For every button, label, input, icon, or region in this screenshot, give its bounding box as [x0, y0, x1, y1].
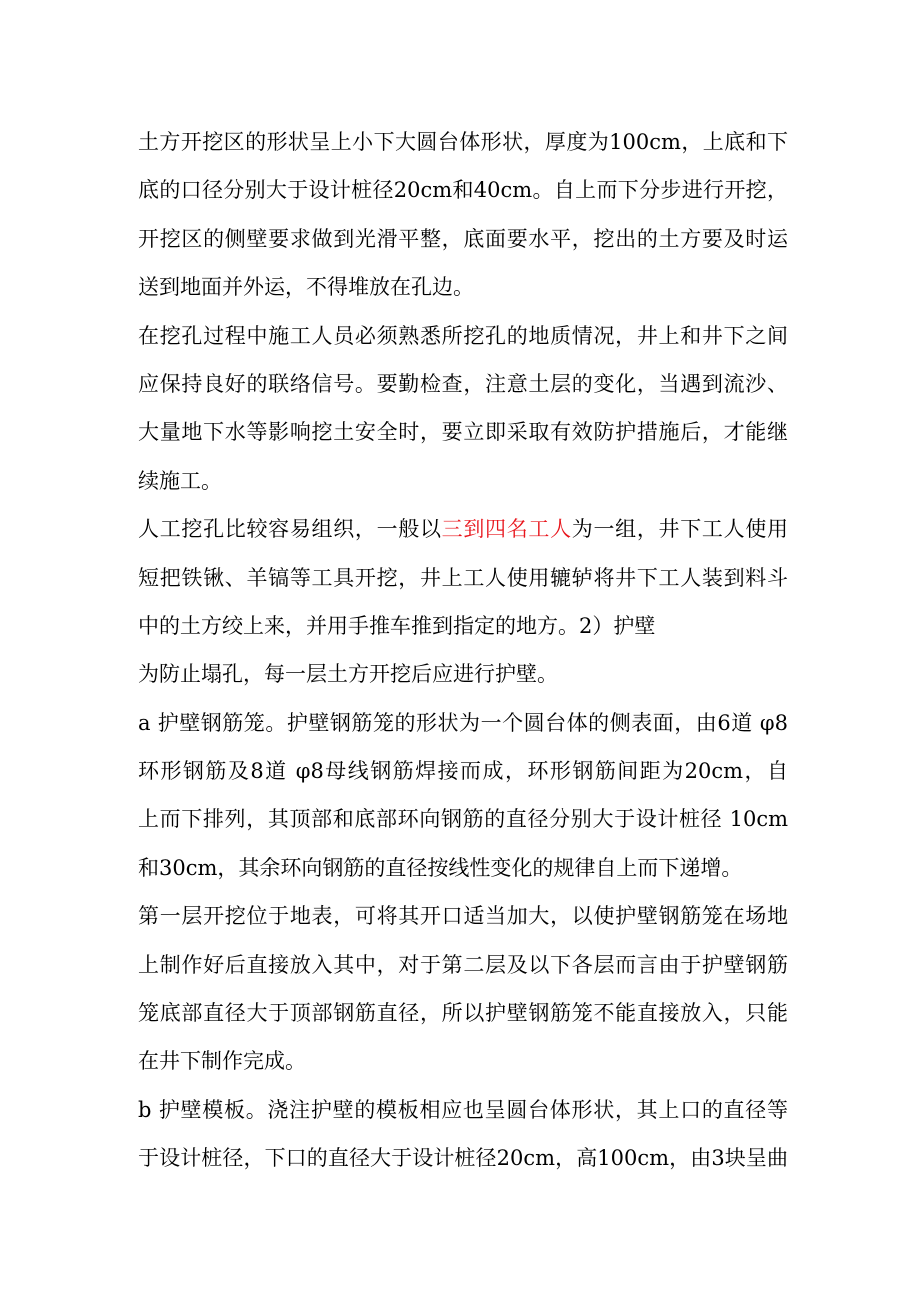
text-line: 上而下排列，其顶部和底部环向钢筋的直径分别大于设计桩径 10cm [138, 807, 788, 832]
highlighted-text: 三到四名工人 [441, 517, 572, 542]
text-line: b 护壁模板。浇注护壁的模板相应也呈圆台体形状，其上口的直径等 [138, 1097, 788, 1122]
text-line: 和30cm，其余环向钢筋的直径按线性变化的规律自上而下递增。 [138, 855, 743, 880]
document-body [138, 118, 788, 1183]
text-line: 续施工。 [138, 468, 222, 493]
text-line: 笼底部直径大于顶部钢筋直径，所以护壁钢筋笼不能直接放入，只能 [138, 1001, 788, 1026]
text-line: 第一层开挖位于地表，可将其开口适当加大，以使护壁钢筋笼在场地 [138, 904, 788, 929]
text-line: a 护壁钢筋笼。护壁钢筋笼的形状为一个圆台体的侧表面，由6道 φ8 [138, 710, 788, 735]
text-line: 土方开挖区的形状呈上小下大圆台体形状，厚度为100cm，上底和下 [138, 130, 788, 154]
text-line: 短把铁锹、羊镐等工具开挖，井上工人使用辘轳将井下工人装到料斗 [138, 565, 788, 590]
text-line: 中的土方绞上来，并用手推车推到指定的地方。2）护壁 [138, 613, 656, 638]
text-line: 大量地下水等影响挖土安全时，要立即采取有效防护措施后，才能继 [138, 420, 788, 445]
text-line: 在井下制作完成。 [138, 1049, 306, 1074]
text-line: 送到地面并外运，不得堆放在孔边。 [138, 275, 474, 300]
text-line-with-highlight [138, 505, 788, 553]
text-segment: 人工挖孔比较容易组织，一般以 [138, 517, 442, 542]
text-line: 环形钢筋及8道 φ8母线钢筋焊接而成，环形钢筋间距为20cm，自 [138, 759, 788, 784]
text-line: 在挖孔过程中施工人员必须熟悉所挖孔的地质情况，井上和井下之间 [138, 323, 788, 348]
text-line: 为防止塌孔，每一层土方开挖后应进行护壁。 [138, 662, 558, 687]
text-line: 应保持良好的联络信号。要勤检查，注意土层的变化，当遇到流沙、 [138, 371, 788, 396]
text-line: 于设计桩径，下口的直径大于设计桩径20cm，高100cm，由3块呈曲 [138, 1146, 788, 1171]
text-line: 开挖区的侧壁要求做到光滑平整，底面要水平，挖出的土方要及时运 [138, 226, 788, 251]
text-segment: 为一组，井下工人使用 [571, 517, 789, 542]
text-line: 上制作好后直接放入其中，对于第二层及以下各层而言由于护壁钢筋 [138, 952, 788, 977]
text-line: 底的口径分别大于设计桩径20cm和40cm。自上而下分步进行开挖， [138, 178, 788, 203]
